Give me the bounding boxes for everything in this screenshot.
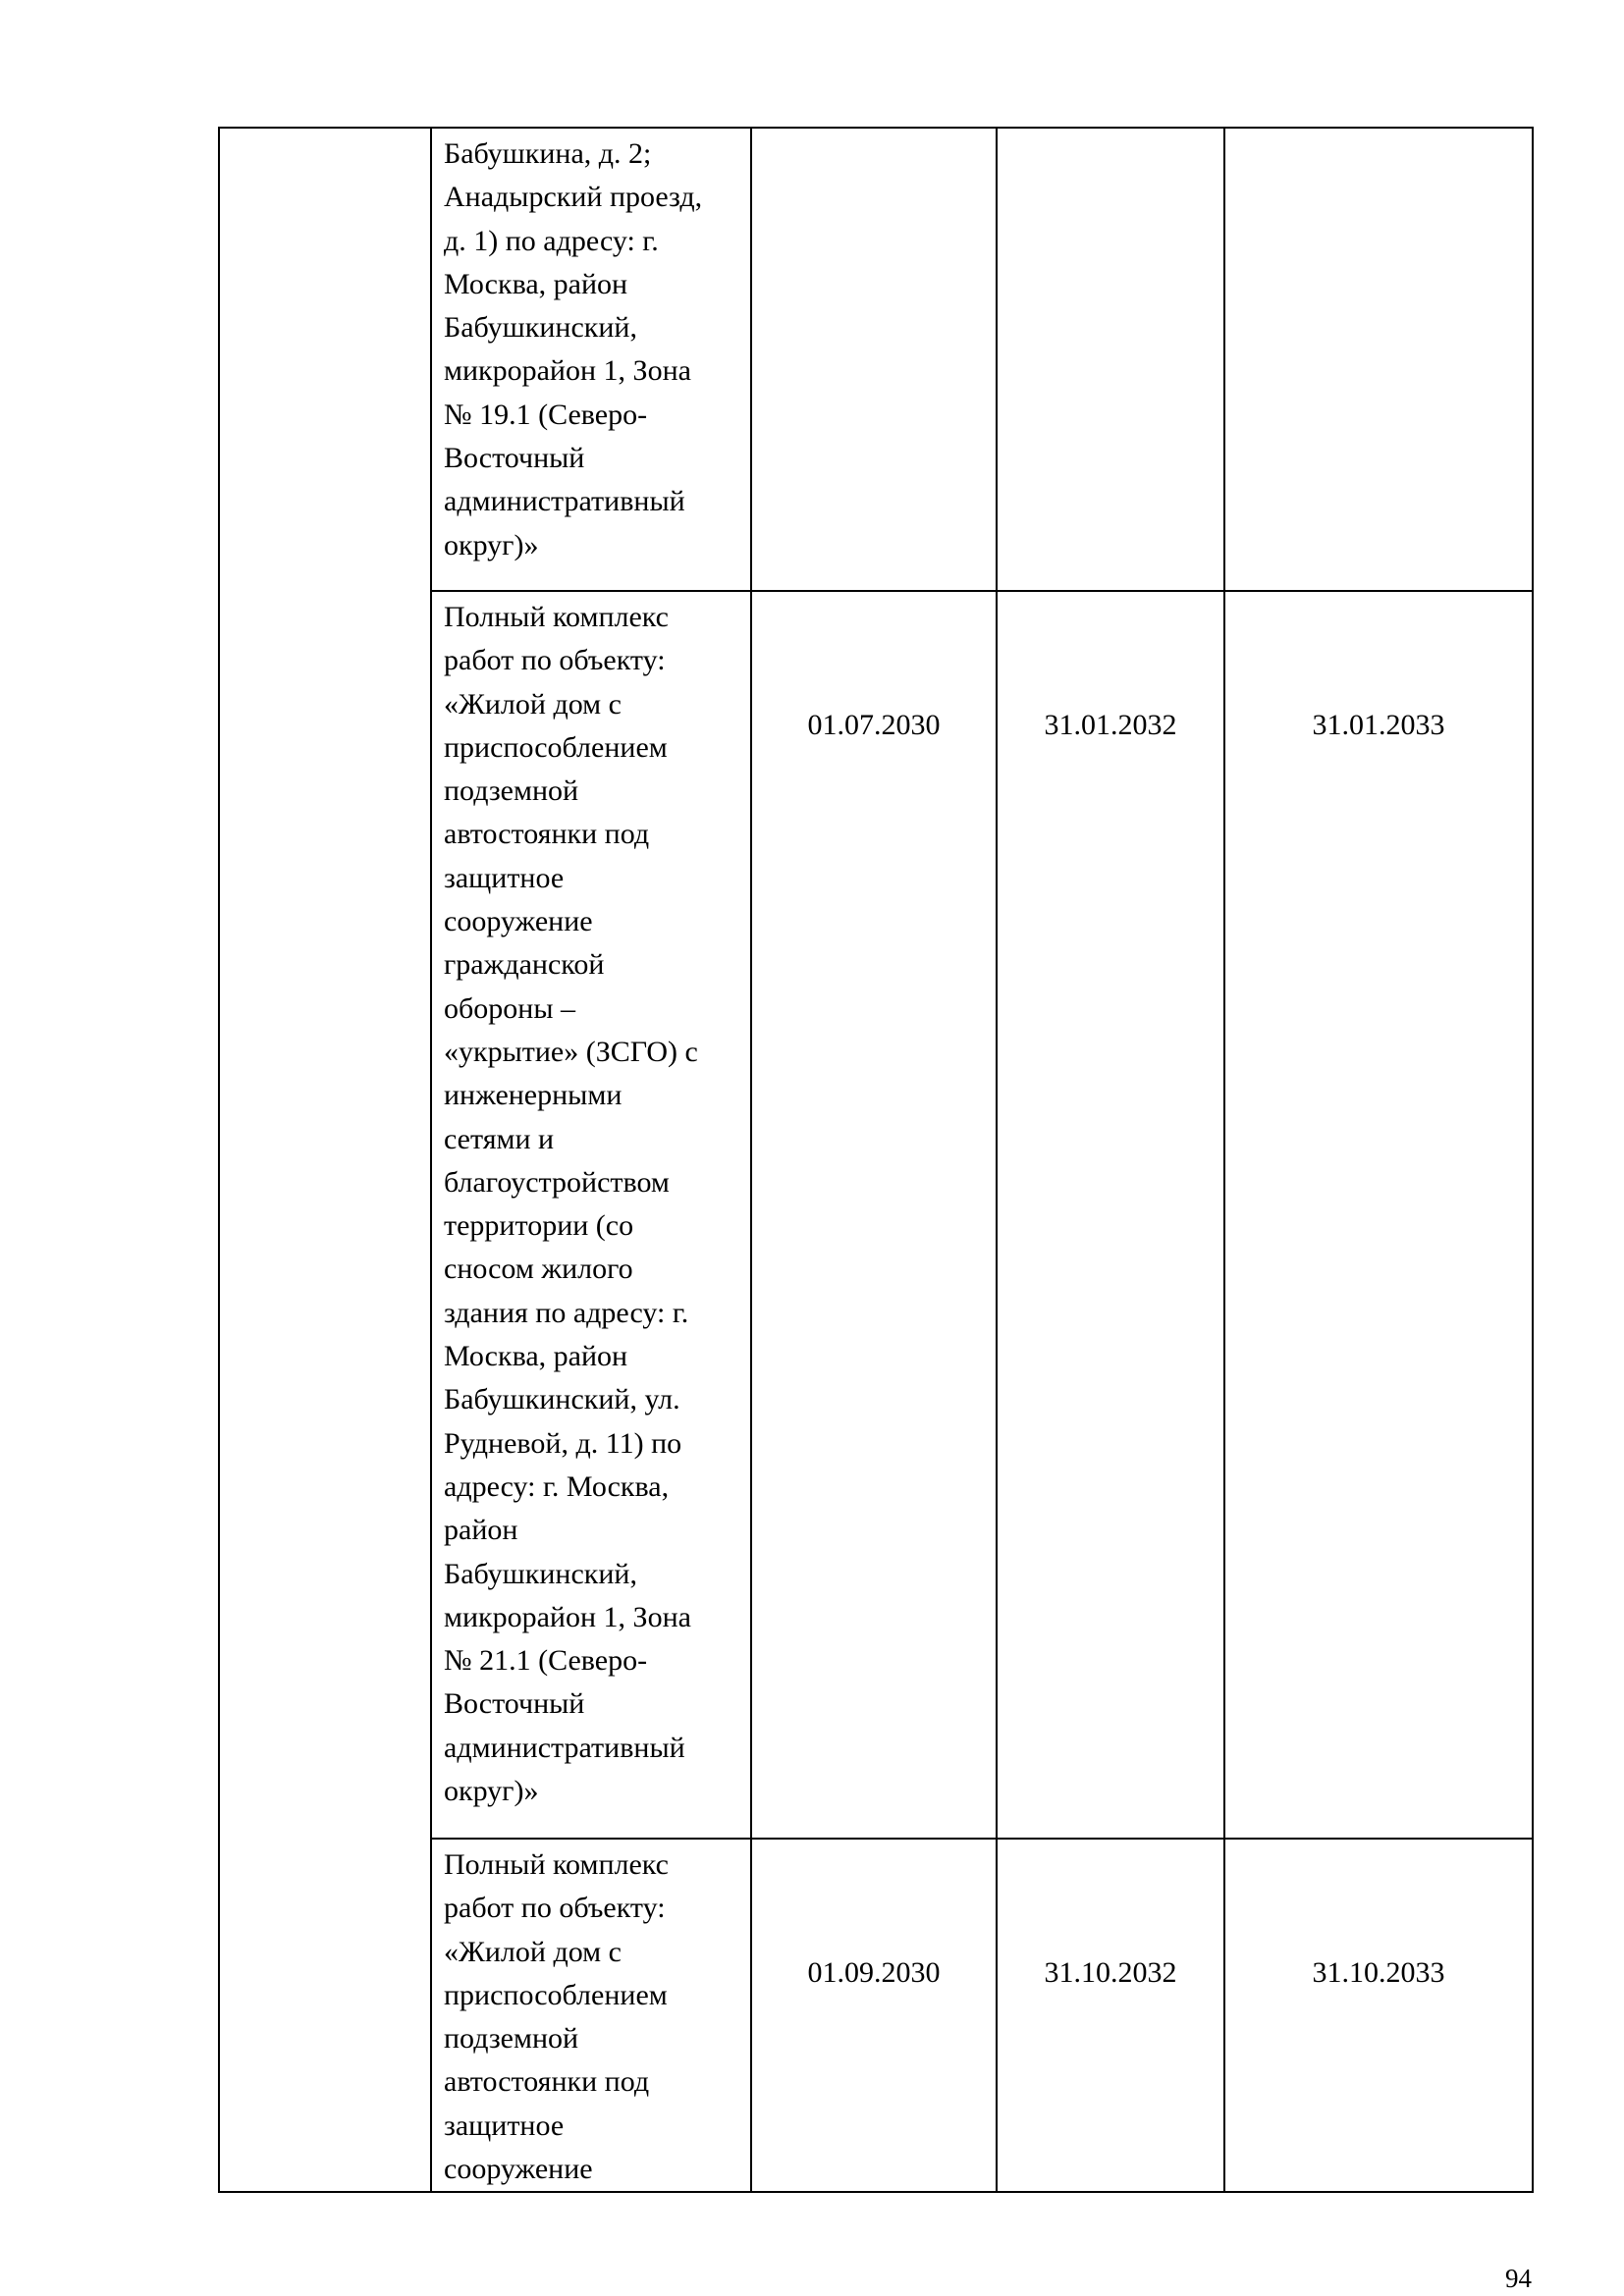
- final-date-cell: [1224, 128, 1533, 591]
- object-description: Полный комплекс работ по объекту: «Жилой дом с приспособлением подземной автостоянки под защитное сооружение: [444, 1848, 669, 2186]
- end-date: 31.01.2032: [1044, 709, 1177, 741]
- final-date: 31.10.2033: [1312, 1956, 1445, 1989]
- merged-number-cell: [219, 128, 431, 2192]
- start-date-cell: [751, 1839, 997, 2192]
- final-date: [1225, 129, 1532, 240]
- start-date-cell: [751, 128, 997, 591]
- start-date: [752, 129, 996, 240]
- final-date-cell: [1224, 591, 1533, 1839]
- end-date-cell: [997, 1839, 1224, 2192]
- table-row: [219, 128, 1533, 591]
- end-date-cell: [997, 591, 1224, 1839]
- final-date: 31.01.2033: [1312, 709, 1445, 741]
- end-date: 31.10.2032: [1044, 1956, 1177, 1989]
- start-date: 01.09.2030: [807, 1956, 941, 1989]
- schedule-table: [218, 127, 1534, 2193]
- end-date: [998, 129, 1223, 240]
- start-date: 01.07.2030: [807, 709, 941, 741]
- start-date-cell: [751, 591, 997, 1839]
- object-description: Полный комплекс работ по объекту: «Жилой дом с приспособлением подземной автостоянки под защитное сооружение гражданской обороны – «укрытие» (ЗСГО) с инженерными сетями и благоустройством территории (со сносом жилого здания по адресу: г. Москва, район Бабушкинский, ул. Рудневой, д. 11) по адресу: г. Москва, район Бабушкинский, микрорайон 1, Зона № 21.1 (Северо- Восточный административный округ)»: [444, 601, 698, 1808]
- description-cell: [431, 1839, 751, 2192]
- description-cell: [431, 591, 751, 1839]
- page-number: 94: [1505, 2264, 1532, 2293]
- object-description: Бабушкина, д. 2; Анадырский проезд, д. 1) по адресу: г. Москва, район Бабушкинский, микрорайон 1, Зона № 19.1 (Северо- Восточный административный округ)»: [444, 137, 703, 561]
- final-date-cell: [1224, 1839, 1533, 2192]
- end-date-cell: [997, 128, 1224, 591]
- description-cell: [431, 128, 751, 591]
